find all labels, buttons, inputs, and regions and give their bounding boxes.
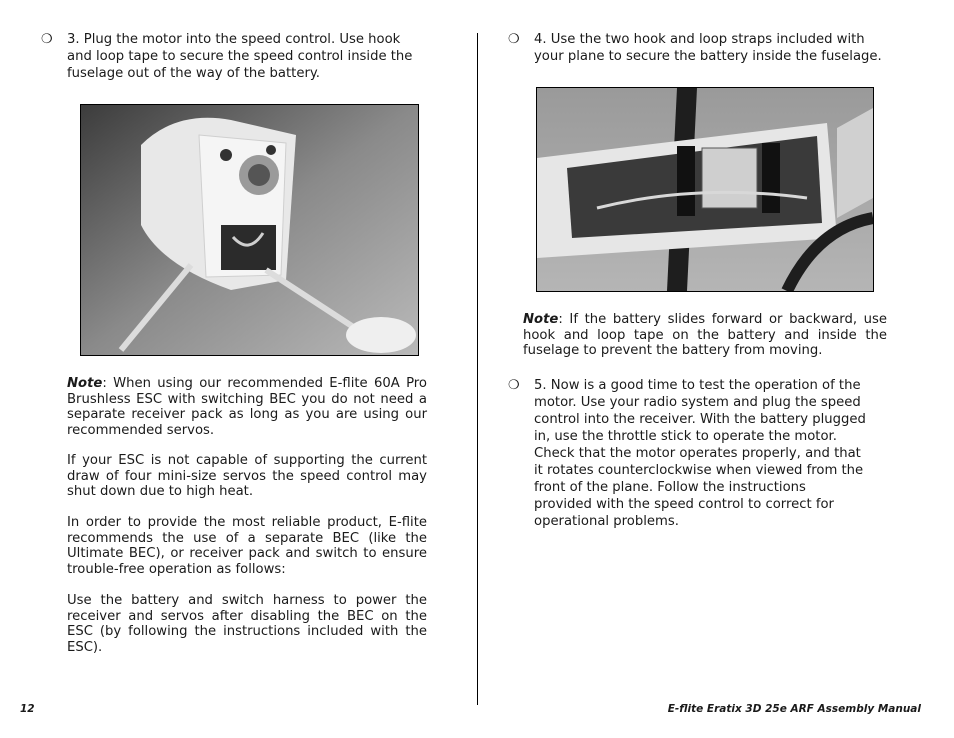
right-note [523,312,887,359]
note-text: : If the battery slides forward or backward, use hook and loop tape on the battery and inside the fuselage to prevent the battery from moving. [523,312,887,358]
left-paragraph-4: Use the battery and switch harness to power the receiver and servos after disabling the BEC on the ESC (by following the instructions included with the ESC). [67,593,427,655]
left-paragraph-2: If your ESC is not capable of supporting the current draw of four mini-size servos the speed control may shut down due to high heat. [67,453,427,499]
checkbox-bullet[interactable]: ❍ [41,32,53,47]
left-note [67,376,427,438]
note-label: Note [67,376,103,391]
step-5-text: 5. Now is a good time to test the operation of the motor. Use your radio system and plug the speed control into the receiver. With the battery plugged in, use the throttle stick to operate the motor. Check that the motor operates properly, and that it rotates counterclockwise when viewed from the front of the plane. Follow the instructions provided with the speed control to correct for operational problems. [534,378,866,529]
checkbox-bullet[interactable]: ❍ [508,378,520,393]
note-text: : When using our recommended E-flite 60A Pro Brushless ESC with switching BEC you do not need a separate receiver pack as long as you are using our recommended servos. [67,376,427,438]
battery-fuselage-photo [536,87,874,292]
checkbox-bullet[interactable]: ❍ [508,32,520,47]
step-4-text: 4. Use the two hook and loop straps included with your plane to secure the battery inside the fuselage. [534,32,882,64]
step-3-text: 3. Plug the motor into the speed control. Use hook and loop tape to secure the speed control inside the fuselage out of the way of the battery. [67,32,413,81]
manual-title: E-flite Eratix 3D 25e ARF Assembly Manual [667,703,921,715]
left-paragraph-3: In order to provide the most reliable product, E-flite recommends the use of a separate BEC (like the Ultimate BEC), or receiver pack and switch to ensure trouble-free operation as follows: [67,515,427,577]
column-divider [477,33,478,705]
motor-esc-photo [80,104,419,356]
page-number: 12 [20,703,35,715]
note-label: Note [523,312,559,327]
